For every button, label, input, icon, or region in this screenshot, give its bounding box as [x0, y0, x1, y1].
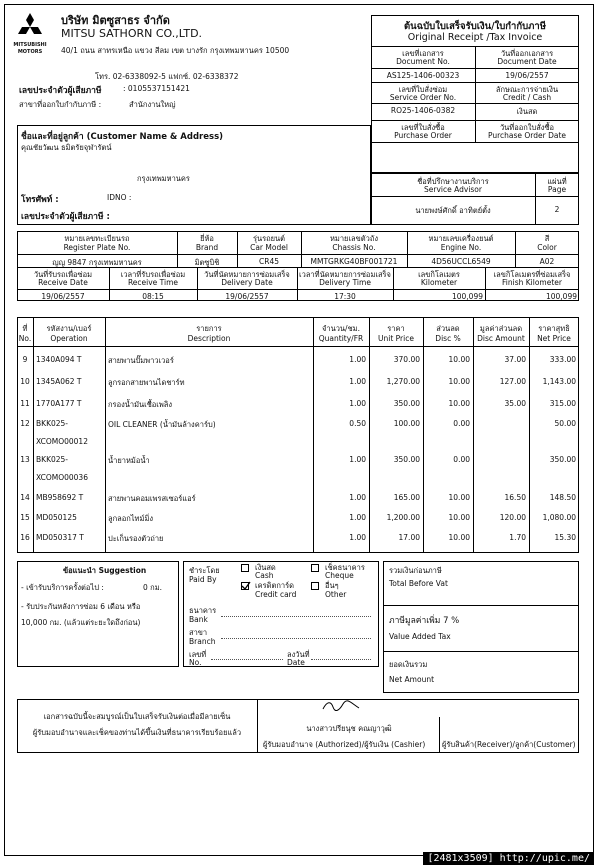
vehicle-value: 4D56UCCL6549 [431, 257, 491, 266]
customer-label: ชื่อและที่อยู่ลูกค้า (Customer Name & Address) [21, 132, 224, 142]
vehicle-header-en: Color [537, 243, 557, 252]
customer-city: กรุงเทพมหานคร [137, 174, 190, 183]
paid-by-label-en: Paid By [189, 575, 217, 584]
table-cell-op: 1770A177 T [36, 399, 82, 408]
table-cell-net: 1,080.00 [542, 513, 576, 522]
doc-no-label-en: Document No. [396, 57, 450, 66]
vehicle-header-th: สี [544, 234, 550, 243]
time-value: 17:30 [334, 292, 356, 301]
cheque-label-th: เช็คธนาคาร [325, 563, 365, 572]
items-header-th: ที่ [22, 324, 28, 333]
table-cell-damt: 16.50 [504, 493, 526, 502]
cash-label-th: เงินสด [255, 563, 276, 572]
table-cell-net: 15.30 [554, 533, 576, 542]
company-name-th: บริษัท มิตซูสาธร จำกัด [61, 14, 170, 27]
table-cell-damt: 1.70 [509, 533, 526, 542]
items-header-en: Disc % [435, 334, 461, 343]
po-date-label-en: Purchase Order Date [487, 131, 567, 140]
table-cell-desc: สายพานคอมเพรสเซอร์แอร์ [108, 494, 196, 503]
items-header-th: มูลค่าส่วนลด [479, 324, 523, 333]
items-header-en: Net Price [537, 334, 571, 343]
vehicle-value: MMTGRKG40BF001721 [310, 257, 398, 266]
credit-card-label-th: เครดิตการ์ด [255, 581, 295, 590]
page-number: 2 [554, 205, 560, 214]
branch-label-th: สาขา [189, 628, 208, 637]
table-cell-disc: 10.00 [448, 493, 470, 502]
time-header-th: เวลาที่นัดหมายการซ่อมเสร็จ [299, 270, 391, 279]
time-header-th: เลขกิโลเมตรที่ซ่อมเสร็จ [493, 270, 571, 279]
time-value: 100,099 [545, 292, 577, 301]
cash-label-en: Cash [255, 571, 274, 580]
vehicle-value: ญญ 9847 กรุงเทพมหานคร [52, 258, 142, 267]
table-cell-desc: สายพานปั๊มพาวเวอร์ [108, 356, 174, 365]
vehicle-header-en: Register Plate No. [63, 243, 131, 252]
signer-name: นางสาวปรียนุช คณญาวุฒิ [306, 724, 392, 733]
time-value: 19/06/2557 [225, 292, 269, 301]
table-cell-net: 1,143.00 [542, 377, 576, 386]
table-cell-net: 50.00 [554, 419, 576, 428]
table-cell-op: BKK025- [36, 419, 69, 428]
branch-value: สำนักงานใหญ่ [129, 100, 176, 109]
branch-label: สาขาที่ออกใบกำกับภาษี : [19, 100, 102, 109]
table-cell-no: 11 [20, 399, 30, 408]
vehicle-header-th: หมายเลขทะเบียนรถ [64, 234, 130, 243]
time-header-en: Finish Kilometer [502, 278, 562, 287]
table-cell-disc: 10.00 [448, 377, 470, 386]
advisor-label-en: Service Advisor [424, 185, 482, 194]
table-cell-damt: 127.00 [499, 377, 526, 386]
table-cell-disc: 10.00 [448, 355, 470, 364]
page-label-en: Page [547, 185, 567, 194]
items-header-th: จำนวน/ชม. [321, 324, 361, 333]
branch-label-en: Branch [189, 637, 216, 646]
table-cell-disc: 10.00 [448, 399, 470, 408]
time-header-th: วันที่รับรถเพื่อซ่อม [33, 270, 93, 279]
items-header-th: รายการ [196, 324, 222, 333]
company-address: 40/1 ถนน สาทรเหนือ แขวง สีลม เขต บางรัก กรุงเทพมหานคร 10500 [61, 46, 290, 55]
table-cell-op: MD050317 T [36, 533, 84, 542]
items-header-en: Operation [50, 334, 88, 343]
time-header-en: Kilometer [420, 278, 458, 287]
customer-idno-label: IDNO : [107, 193, 132, 202]
table-cell-qty: 1.00 [349, 399, 366, 408]
tax-id: : 0105537151421 [123, 84, 190, 93]
suggestion-next: - เข้ารับบริการครั้งต่อไป : [21, 583, 104, 592]
doc-title-th: ต้นฉบับใบเสร็จรับเงิน/ใบกำกับภาษี [404, 21, 546, 32]
vehicle-header-th: รุ่นรถยนต์ [252, 234, 286, 243]
logo-caption: MITSUBISHI MOTORS [13, 42, 47, 55]
other-label-th: อื่นๆ [325, 581, 339, 590]
time-header-th: เลขกิโลเมตร [418, 270, 460, 279]
table-cell-no: 10 [20, 377, 30, 386]
table-cell-no: 15 [20, 513, 30, 522]
net-amount-label-en: Net Amount [389, 675, 435, 684]
table-cell-op: 1340A094 T [36, 355, 82, 364]
table-cell-qty: 1.00 [349, 513, 366, 522]
total-before-vat-label-th: รวมเงินก่อนภาษี [389, 566, 442, 575]
doc-date: 19/06/2557 [505, 71, 549, 80]
bank-label-en: Bank [189, 615, 208, 624]
company-name-en: MITSU SATHORN CO.,LTD. [61, 27, 203, 40]
table-cell-op: 1345A062 T [36, 377, 82, 386]
items-header-en: Unit Price [378, 334, 414, 343]
company-phone: โทร. 02-6338092-5 แฟกซ์. 02-6338372 [95, 72, 239, 81]
paid-by-label-th: ชำระโดย [189, 566, 220, 575]
advisor-name: นายพงษ์ศักดิ์ อาทิตย์ตั้ง [415, 206, 491, 215]
bank-label-th: ธนาคาร [189, 606, 217, 615]
table-cell-qty: 1.00 [349, 533, 366, 542]
customer-name: คุณชัยวัฒน ธมิตรัยจุฬารัตน์ [21, 143, 112, 152]
suggestion-next-km: 0 กม. [143, 583, 163, 592]
table-cell-price: 350.00 [393, 399, 420, 408]
cash-checkbox[interactable] [241, 564, 249, 572]
vehicle-header-en: Car Model [250, 243, 288, 252]
mitsubishi-logo-icon [15, 13, 45, 41]
vehicle-value: CR45 [259, 257, 279, 266]
time-header-th: วันที่นัดหมายการซ่อมเสร็จ [204, 270, 290, 279]
vehicle-header-en: Brand [195, 243, 219, 252]
other-label-en: Other [325, 590, 347, 599]
items-header-en: Description [187, 334, 231, 343]
table-cell-disc: 0.00 [453, 419, 470, 428]
other-checkbox[interactable] [311, 582, 319, 590]
table-cell-no: 9 [22, 355, 28, 364]
cheque-no-label-th: เลขที่ [189, 650, 207, 659]
credit-label-en: Credit / Cash [502, 93, 552, 102]
po-label-en: Purchase Order [394, 131, 452, 140]
upload-watermark: [2481x3509] http://upic.me/ [423, 852, 594, 865]
doc-title-en: Original Receipt /Tax Invoice [407, 32, 543, 43]
table-cell-op: MD050125 [36, 513, 77, 522]
doc-no: AS125-1406-00323 [386, 71, 460, 80]
time-value: 08:15 [142, 292, 164, 301]
vehicle-header-th: ยี่ห้อ [200, 234, 214, 243]
doc-date-label-th: วันที่ออกเอกสาร [500, 49, 554, 58]
doc-no-label-th: เลขที่เอกสาร [402, 49, 444, 58]
table-cell-qty: 1.00 [349, 493, 366, 502]
check-mark-icon [241, 581, 251, 591]
authorized-signature [321, 699, 361, 716]
table-cell-disc: 10.00 [448, 513, 470, 522]
table-cell-net: 350.00 [549, 455, 576, 464]
table-cell-disc: 10.00 [448, 533, 470, 542]
doc-date-label-en: Document Date [497, 57, 557, 66]
so-label-en: Service Order No. [389, 93, 457, 102]
table-cell-price: 165.00 [393, 493, 420, 502]
table-cell-qty: 1.00 [349, 355, 366, 364]
table-cell-damt: 35.00 [504, 399, 526, 408]
table-cell-desc: กรองน้ำมันเชื้อเพลิง [108, 400, 173, 409]
table-cell-net: 148.50 [549, 493, 576, 502]
table-cell-price: 1,200.00 [386, 513, 420, 522]
time-header-en: Receive Time [127, 278, 179, 287]
time-header-en: Receive Date [38, 278, 88, 287]
items-header-en: Quantity/FR [318, 334, 364, 343]
receiver-label: ผู้รับสินค้า(Receiver)/ลูกค้า(Customer) [442, 740, 576, 749]
total-before-vat-label-en: Total Before Vat [389, 579, 448, 588]
vat-label-th: ภาษีมูลค่าเพิ่ม 7 % [389, 616, 460, 626]
so-label-th: เลขที่ใบสั่งซ่อม [398, 85, 448, 94]
credit-label-th: ลักษณะการจ่ายเงิน [495, 85, 559, 94]
table-cell-op: BKK025- [36, 455, 69, 464]
customer-phone-label: โทรศัพท์ : [21, 195, 59, 205]
table-cell-op-cont: XCOMO00012 [36, 437, 88, 446]
vehicle-header-th: หมายเลขตัวถัง [329, 234, 379, 243]
items-header-th: ราคาสุทธิ [538, 324, 570, 333]
items-header-en: No. [18, 334, 32, 343]
table-cell-price: 100.00 [393, 419, 420, 428]
table-cell-no: 14 [20, 493, 30, 502]
time-value: 19/06/2557 [41, 292, 85, 301]
vehicle-value: มิตซูบิชิ [194, 258, 220, 267]
items-header-th: ราคา [387, 324, 405, 333]
table-cell-no: 12 [20, 419, 30, 428]
table-cell-desc: ปะเก็นรองตัวถ่าย [108, 534, 164, 543]
footer-note-2: ผู้รับมอบอำนาจและเช็คของท่านได้ขึ้นเงินที่ธนาคารเรียบร้อยแล้ว [32, 728, 242, 737]
vat-label-en: Value Added Tax [389, 632, 451, 641]
credit-card-label-en: Credit card [255, 590, 297, 599]
items-header-th: รหัสงาน/เบอร์ [46, 324, 92, 333]
net-amount-label-th: ยอดเงินรวม [389, 660, 428, 669]
po-label-th: เลขที่ใบสั่งซื้อ [401, 123, 445, 132]
table-cell-no: 16 [20, 533, 30, 542]
tax-id-label: เลขประจำตัวผู้เสียภาษี [19, 86, 102, 96]
time-header-en: Delivery Time [319, 278, 371, 287]
so-no: RO25-1406-0382 [390, 106, 456, 115]
suggestion-title: ข้อแนะนำ Suggestion [63, 566, 147, 575]
table-cell-disc: 0.00 [453, 455, 470, 464]
table-cell-op-cont: XCOMO00036 [36, 473, 88, 482]
cheque-checkbox[interactable] [311, 564, 319, 572]
table-cell-qty: 1.00 [349, 377, 366, 386]
time-value: 100,099 [451, 292, 483, 301]
customer-tax-label: เลขประจำตัวผู้เสียภาษี : [21, 212, 110, 222]
table-cell-desc: OIL CLEANER (น้ำมันล้างคาร์บ) [108, 420, 216, 429]
cheque-date-label-en: Date [287, 658, 305, 667]
advisor-label-th: ชื่อที่ปรึกษางานบริการ [417, 177, 489, 186]
table-cell-damt: 120.00 [499, 513, 526, 522]
table-cell-qty: 0.50 [349, 419, 366, 428]
time-header-th: เวลาที่รับรถเพื่อซ่อม [120, 270, 186, 279]
page-label-th: แผ่นที่ [547, 177, 567, 186]
suggestion-warranty-km: 10,000 กม. (แล้วแต่ระยะใดถึงก่อน) [21, 618, 141, 627]
invoice-page [4, 4, 594, 856]
credit-card-checkbox[interactable] [241, 582, 249, 590]
time-header-en: Delivery Date [221, 278, 273, 287]
table-cell-desc: น้ำยาหม้อน้ำ [108, 456, 150, 465]
table-cell-damt: 37.00 [504, 355, 526, 364]
table-cell-op: MB958692 T [36, 493, 84, 502]
vehicle-value: A02 [539, 257, 555, 266]
table-cell-net: 315.00 [549, 399, 576, 408]
cheque-label-en: Cheque [325, 571, 354, 580]
table-cell-price: 17.00 [398, 533, 420, 542]
payment-type: เงินสด [516, 107, 538, 116]
items-header-th: ส่วนลด [436, 324, 460, 333]
table-cell-qty: 1.00 [349, 455, 366, 464]
table-cell-net: 333.00 [549, 355, 576, 364]
cheque-date-label-th: ลงวันที่ [287, 650, 310, 659]
table-cell-desc: ลูกลอกไทม์มิ่ง [108, 514, 154, 523]
table-cell-price: 370.00 [393, 355, 420, 364]
cheque-no-label-en: No. [189, 658, 202, 667]
items-header-en: Disc Amount [477, 334, 525, 343]
authorized-label: ผู้รับมอบอำนาจ (Authorized)/ผู้รับเงิน (Cashier) [263, 740, 426, 749]
footer-note-1: เอกสารฉบับนี้จะสมบูรณ์เป็นใบเสร็จรับเงินต่อเมื่อมีลายเซ็น [43, 712, 231, 721]
table-cell-desc: ลูกรอกสายพานไดชาร์ท [108, 378, 185, 387]
vehicle-header-en: Engine No. [440, 243, 482, 252]
vehicle-header-en: Chassis No. [332, 243, 376, 252]
table-cell-price: 350.00 [393, 455, 420, 464]
table-cell-price: 1,270.00 [386, 377, 420, 386]
table-cell-no: 13 [20, 455, 30, 464]
suggestion-warranty: - รับประกันหลังการซ่อม 6 เดือน หรือ [21, 602, 141, 611]
vehicle-header-th: หมายเลขเครื่องยนต์ [428, 234, 494, 243]
po-date-label-th: วันที่ออกใบสั่งซื้อ [499, 123, 555, 132]
